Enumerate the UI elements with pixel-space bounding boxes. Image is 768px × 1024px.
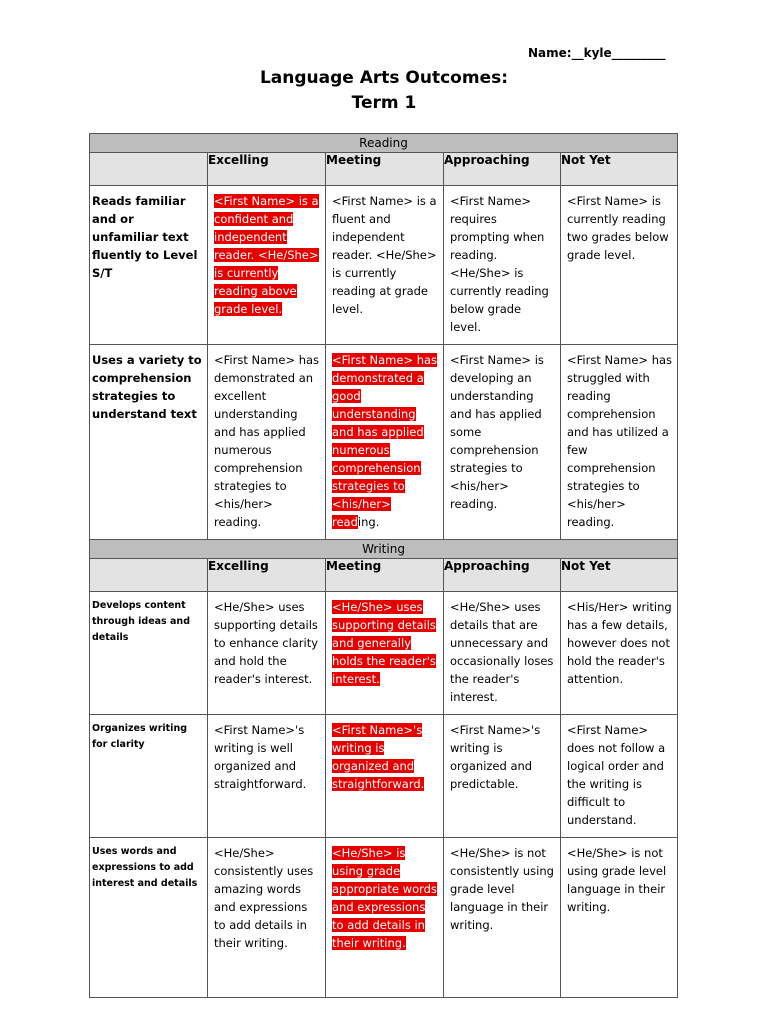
page-title: Language Arts Outcomes:	[259, 68, 509, 88]
excelling-cell: <He/She> uses supporting details to enhance clarity and hold the reader's interest.	[208, 592, 326, 715]
column-header-row	[90, 559, 678, 592]
not-yet-cell: <First Name> is currently reading two grades below grade level.	[561, 186, 678, 345]
unhighlighted-text: ing.	[357, 515, 380, 529]
not-yet-cell: <First Name> does not follow a logical order and the writing is difficult to understand.	[561, 715, 678, 838]
column-header-not-yet: Not Yet	[561, 153, 678, 186]
approaching-cell: <He/She> uses details that are unnecessary and occasionally loses the reader's interest.	[444, 592, 561, 715]
meeting-cell: <First Name> is a fluent and independent reader. <He/She> is currently reading at grade level.	[326, 186, 444, 345]
criterion-header	[90, 153, 208, 186]
meeting-cell	[326, 715, 444, 838]
column-header-not-yet: Not Yet	[561, 559, 678, 592]
column-header-excelling: Excelling	[208, 559, 326, 592]
excelling-cell: <He/She> consistently uses amazing words and expressions to add details in their writing.	[208, 838, 326, 998]
rubric-table	[89, 133, 678, 998]
not-yet-cell: <He/She> is not using grade level language in their writing.	[561, 838, 678, 998]
page-subtitle: Term 1	[351, 93, 417, 113]
highlighted-text: <First Name>'s writing is organized and straightforward.	[332, 723, 425, 791]
criterion-cell: Uses words and expressions to add interest and details	[90, 838, 208, 998]
approaching-cell: <First Name> is developing an understanding and has applied some comprehension strategies to <his/her> reading.	[444, 345, 561, 540]
section-title: Writing	[90, 540, 678, 559]
approaching-cell: <He/She> is not consistently using grade level language in their writing.	[444, 838, 561, 998]
highlighted-text: <First Name> has demonstrated a good understanding and has applied numerous comprehension strategies to <his/her> read	[332, 353, 438, 529]
criterion-cell: Develops content through ideas and details	[90, 592, 208, 715]
table-row	[90, 592, 678, 715]
meeting-cell	[326, 345, 444, 540]
column-header-approaching: Approaching	[444, 559, 561, 592]
excelling-cell	[208, 186, 326, 345]
section-header-reading	[90, 134, 678, 153]
column-header-meeting: Meeting	[326, 153, 444, 186]
highlighted-text: <He/She> uses supporting details and generally holds the reader's interest.	[332, 600, 436, 686]
criterion-cell: Reads familiar and or unfamiliar text fluently to Level S/T	[90, 186, 208, 345]
highlighted-text: <He/She> is using grade appropriate words and expressions to add details in their writing.	[332, 846, 437, 950]
criterion-cell: Uses a variety to comprehension strategies to understand text	[90, 345, 208, 540]
not-yet-cell: <First Name> has struggled with reading comprehension and has utilized a few comprehension strategies to <his/her> reading.	[561, 345, 678, 540]
table-row	[90, 715, 678, 838]
approaching-cell: <First Name> requires prompting when reading. <He/She> is currently reading below grade level.	[444, 186, 561, 345]
column-header-excelling: Excelling	[208, 153, 326, 186]
criterion-header	[90, 559, 208, 592]
student-name-line: Name:__kyle_________	[528, 46, 666, 60]
excelling-cell: <First Name>'s writing is well organized and straightforward.	[208, 715, 326, 838]
excelling-cell: <First Name> has demonstrated an excellent understanding and has applied numerous comprehension strategies to <his/her> reading.	[208, 345, 326, 540]
table-row	[90, 186, 678, 345]
approaching-cell: <First Name>'s writing is organized and predictable.	[444, 715, 561, 838]
criterion-cell: Organizes writing for clarity	[90, 715, 208, 838]
not-yet-cell: <His/Her> writing has a few details, however does not hold the reader's attention.	[561, 592, 678, 715]
meeting-cell	[326, 592, 444, 715]
column-header-row	[90, 153, 678, 186]
table-row	[90, 838, 678, 998]
column-header-meeting: Meeting	[326, 559, 444, 592]
meeting-cell	[326, 838, 444, 998]
highlighted-text: <First Name> is a confident and independent reader. <He/She> is currently reading above grade level.	[214, 194, 319, 316]
column-header-approaching: Approaching	[444, 153, 561, 186]
section-header-writing	[90, 540, 678, 559]
section-title: Reading	[90, 134, 678, 153]
table-row	[90, 345, 678, 540]
